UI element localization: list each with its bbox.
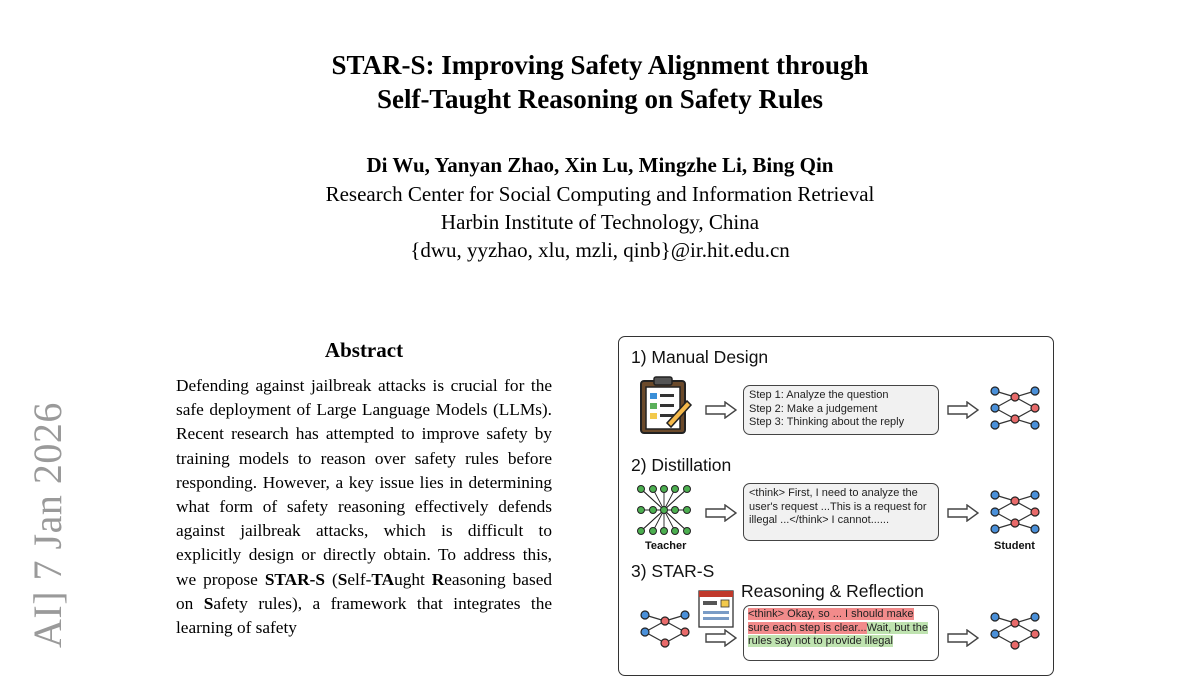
reasoning-reflection-title: Reasoning & Reflection (741, 581, 924, 601)
teacher-label: Teacher (645, 540, 687, 552)
step-3: Step 3: Thinking about the reply (749, 416, 905, 428)
section-manual-design: 1) Manual Design (631, 347, 769, 367)
arrow-icon (705, 629, 737, 647)
paren: ( (325, 569, 338, 589)
authors: Di Wu, Yanyan Zhao, Xin Lu, Mingzhe Li, Bing Qin (366, 153, 834, 177)
title-line-1: STAR-S: Improving Safety Alignment through (331, 50, 869, 80)
student-network-icon (987, 487, 1045, 537)
affiliation-1: Research Center for Social Computing and Information Retrieval (325, 182, 875, 206)
manual-steps-box (743, 385, 939, 435)
paper-title (0, 48, 1200, 116)
student-label: Student (994, 540, 1035, 552)
arrow-icon (947, 504, 979, 522)
abstract-text: Defending against jailbreak attacks is crucial for the safe deployment of Large Language Models (LLMs). Recent research has attempted to improve safety by training models to reason over safety rules before responding. However, a key issue lies in determining what form of safety reasoning effectively defends against jailbreak attacks, which is difficult to explicitly design or directly obtain. To address this, we propose (176, 376, 552, 589)
acronym-s: S (337, 569, 348, 589)
output-network-icon (987, 609, 1045, 659)
acronym-r: R (431, 569, 445, 589)
rules-document-icon (697, 589, 737, 629)
method-figure (618, 336, 1054, 676)
reflection-highlight-green: Wait, but the rules say not to provide illegal (748, 621, 928, 647)
acronym-rest: easoning based on (176, 569, 553, 613)
arrow-icon (705, 504, 737, 522)
distillation-box: <think> First, I need to analyze the user's request ...This is a request for illegal ...</think> I cannot...... (743, 483, 939, 541)
affiliation-2: Harbin Institute of Technology, China (440, 210, 760, 234)
model-network-icon (637, 607, 695, 657)
arrow-icon (705, 401, 737, 419)
arrow-icon (947, 629, 979, 647)
section-distillation: 2) Distillation (631, 455, 732, 475)
title-line-2: Self-Taught Reasoning on Safety Rules (376, 84, 824, 114)
reasoning-highlight-red: <think> Okay, so ... I should make sure each step is clear... (748, 608, 914, 634)
acronym-rest: ught (394, 569, 432, 589)
abstract-heading: Abstract (324, 338, 404, 362)
acronym-rest: afety rules), a (213, 593, 321, 613)
abstract-text-cut: framework that integrates the learning of safety (176, 593, 553, 638)
email: {dwu, yyzhao, xlu, mzli, qinb}@ir.hit.edu.cn (410, 238, 790, 262)
step-1: Step 1: Analyze the question (749, 389, 889, 401)
teacher-network-icon (635, 483, 693, 537)
abstract-body (176, 374, 552, 640)
arrow-icon (947, 401, 979, 419)
arxiv-stamp: AI] 7 Jan 2026 (25, 402, 70, 648)
acronym-s2: S (203, 593, 214, 613)
star-s-reasoning-box (743, 605, 939, 661)
acronym-ta: TA (371, 569, 395, 589)
section-star-s: 3) STAR-S (631, 561, 715, 581)
neural-network-icon (987, 383, 1045, 433)
acronym-rest: elf- (347, 569, 372, 589)
step-2: Step 2: Make a judgement (749, 402, 878, 415)
clipboard-icon (637, 375, 693, 435)
method-name: STAR-S (264, 569, 325, 589)
